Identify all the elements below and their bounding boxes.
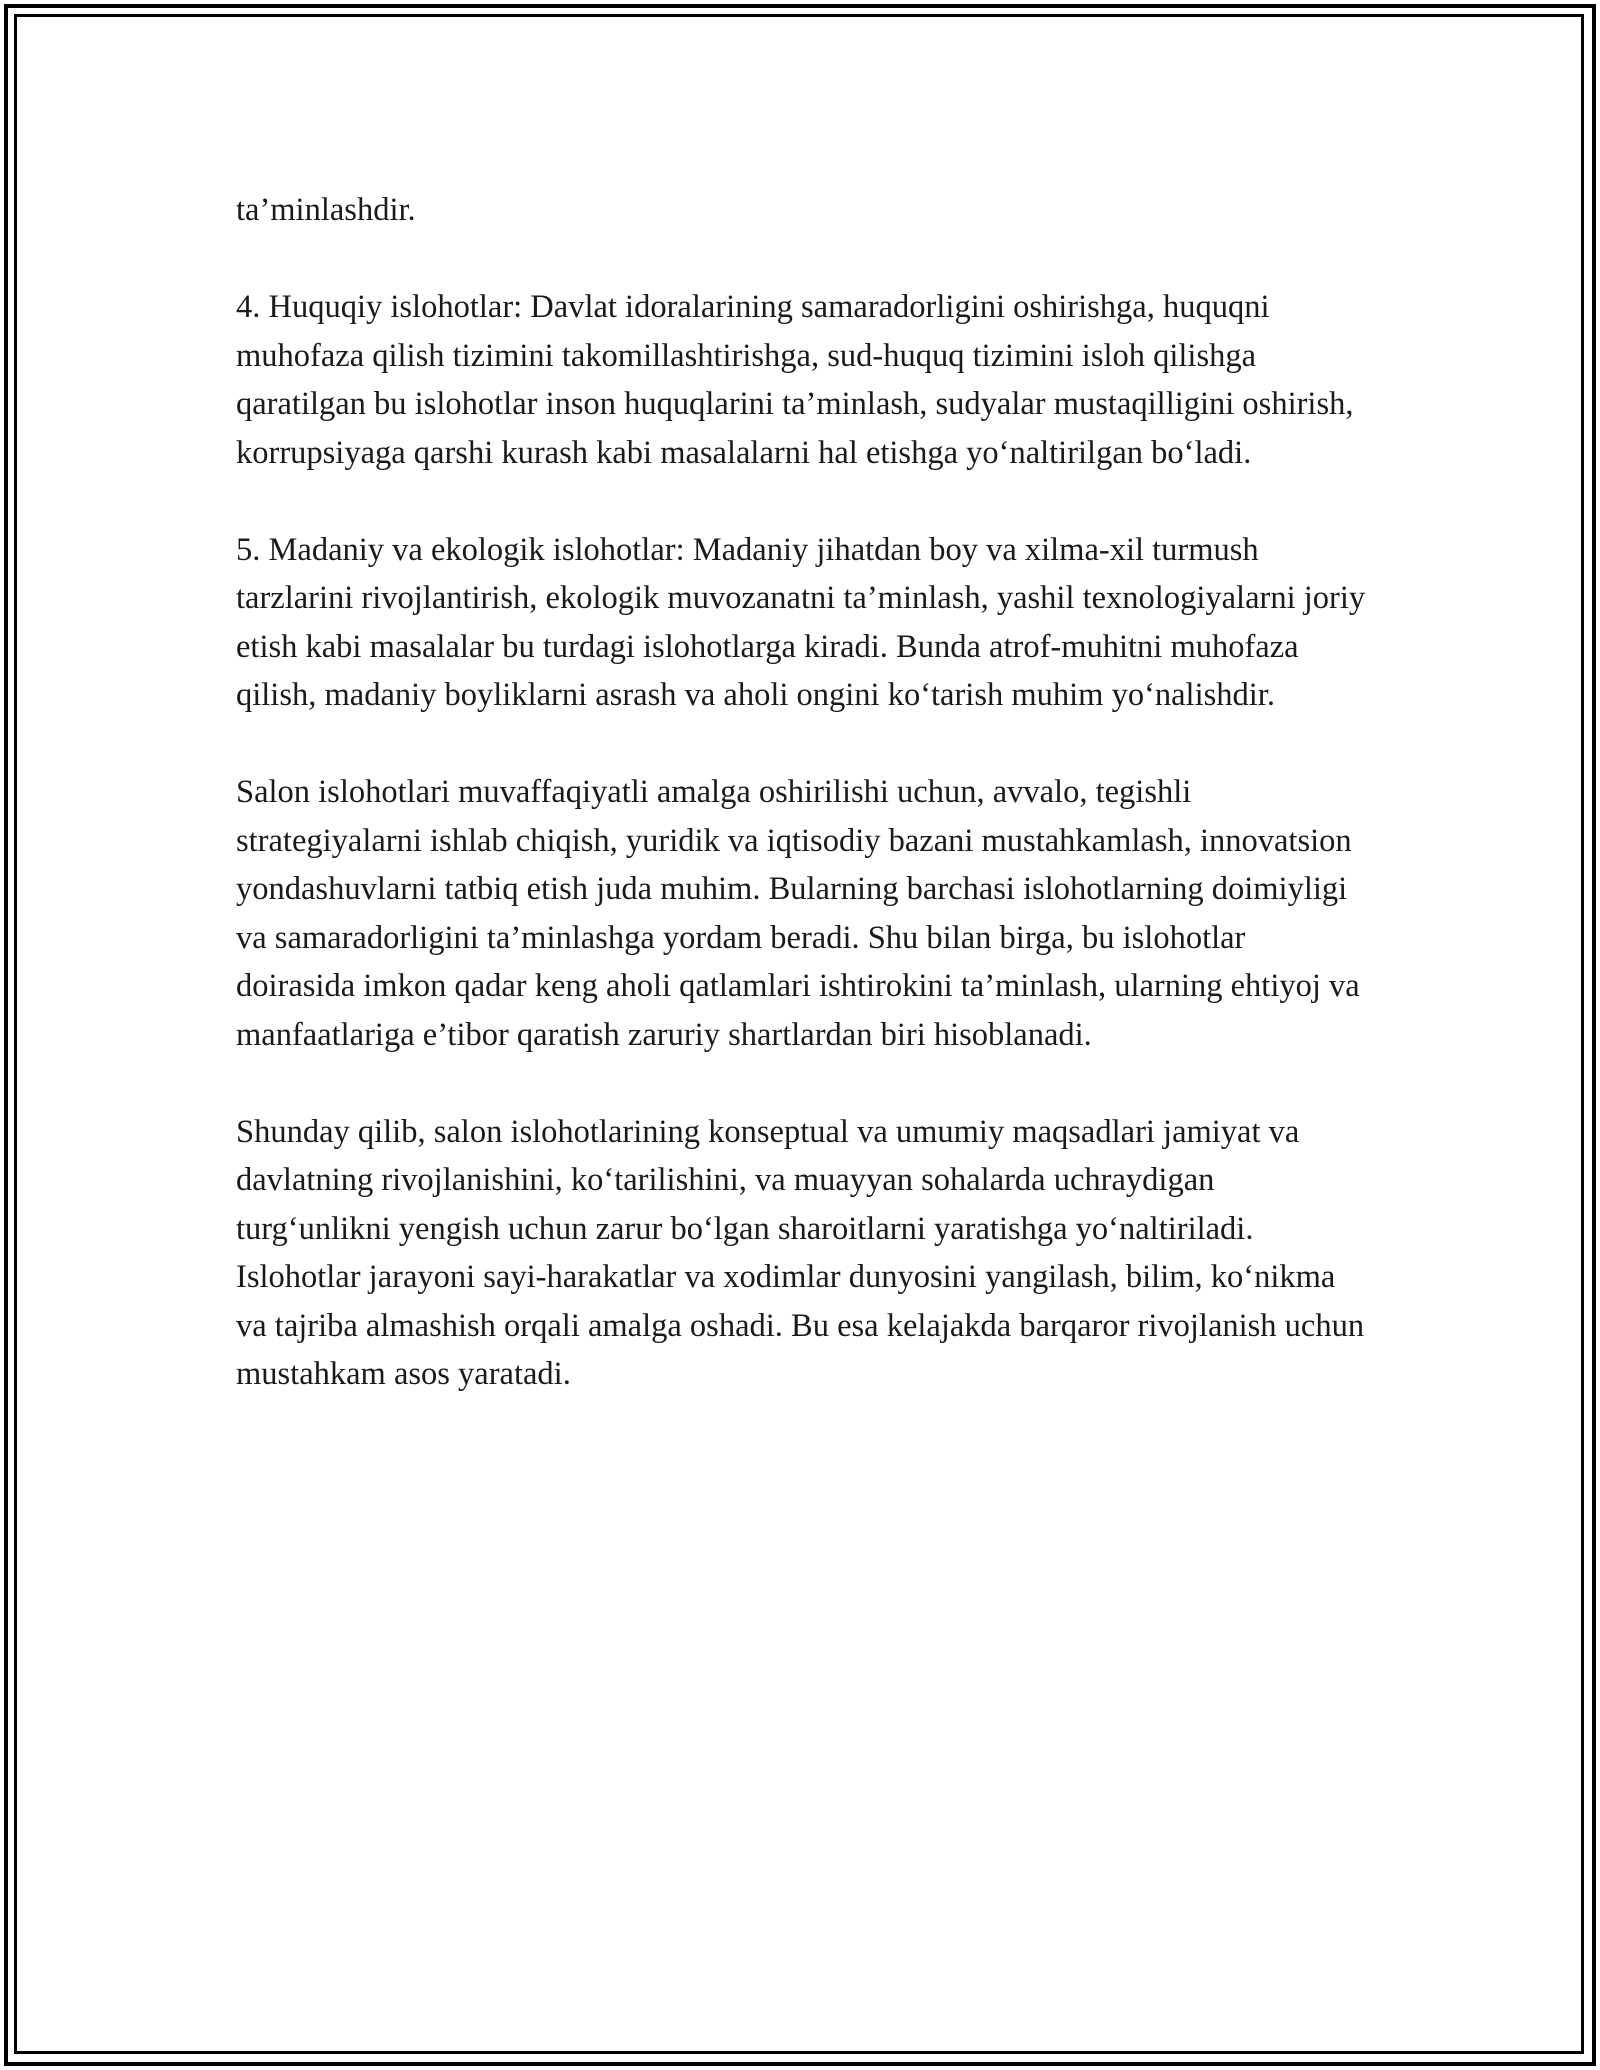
paragraph-continuation: ta’minlashdir. xyxy=(236,192,416,228)
paragraph-legal-reforms: 4. Huquqiy islohotlar: Davlat idoralarining samaradorligini oshirishga, huquqni muhofaza qilish tizimini takomillashtirishga, sud-huquq tizimini isloh qilishga qaratilgan bu islohotlar inson huquqlarini ta’minlash, sudyalar mustaqilligini oshirish, korrupsiyaga qarshi kurash kabi masalalarni hal etishga yo‘naltirilgan bo‘ladi. xyxy=(236,289,1354,471)
document-body xyxy=(236,186,1366,1399)
paragraph-reform-success-conditions: Salon islohotlari muvaffaqiyatli amalga oshirilishi uchun, avvalo, tegishli strategiyalarni ishlab chiqish, yuridik va iqtisodiy bazani mustahkamlash, innovatsion yondashuvlarni tatbiq etish juda muhim. Bularning barchasi islohotlarning doimiyligi va samaradorligini ta’minlashga yordam beradi. Shu bilan birga, bu islohotlar doirasida imkon qadar keng aholi qatlamlari ishtirokini ta’minlash, ularning ehtiyoj va manfaatlariga e’tibor qaratish zaruriy shartlardan biri hisoblanadi. xyxy=(236,774,1360,1053)
paragraph-cultural-ecological-reforms: 5. Madaniy va ekologik islohotlar: Madaniy jihatdan boy va xilma-xil turmush tarzlarini rivojlantirish, ekologik muvozanatni ta’minlash, yashil texnologiyalarni joriy etish kabi masalalar bu turdagi islohotlarga kiradi. Bunda atrof-muhitni muhofaza qilish, madaniy boyliklarni asrash va aholi ongini ko‘tarish muhim yo‘nalishdir. xyxy=(236,531,1366,713)
paragraph-conclusion: Shunday qilib, salon islohotlarining konseptual va umumiy maqsadlari jamiyat va davlatning rivojlanishini, ko‘tarilishini, va muayyan sohalarda uchraydigan turg‘unlikni yengish uchun zarur bo‘lgan sharoitlarni yaratishga yo‘naltiriladi. Islohotlar jarayoni sayi-harakatlar va xodimlar dunyosini yangilash, bilim, ko‘nikma va tajriba almashish orqali amalga oshadi. Bu esa kelajakda barqaror rivojlanish uchun mustahkam asos yaratadi. xyxy=(236,1113,1365,1392)
